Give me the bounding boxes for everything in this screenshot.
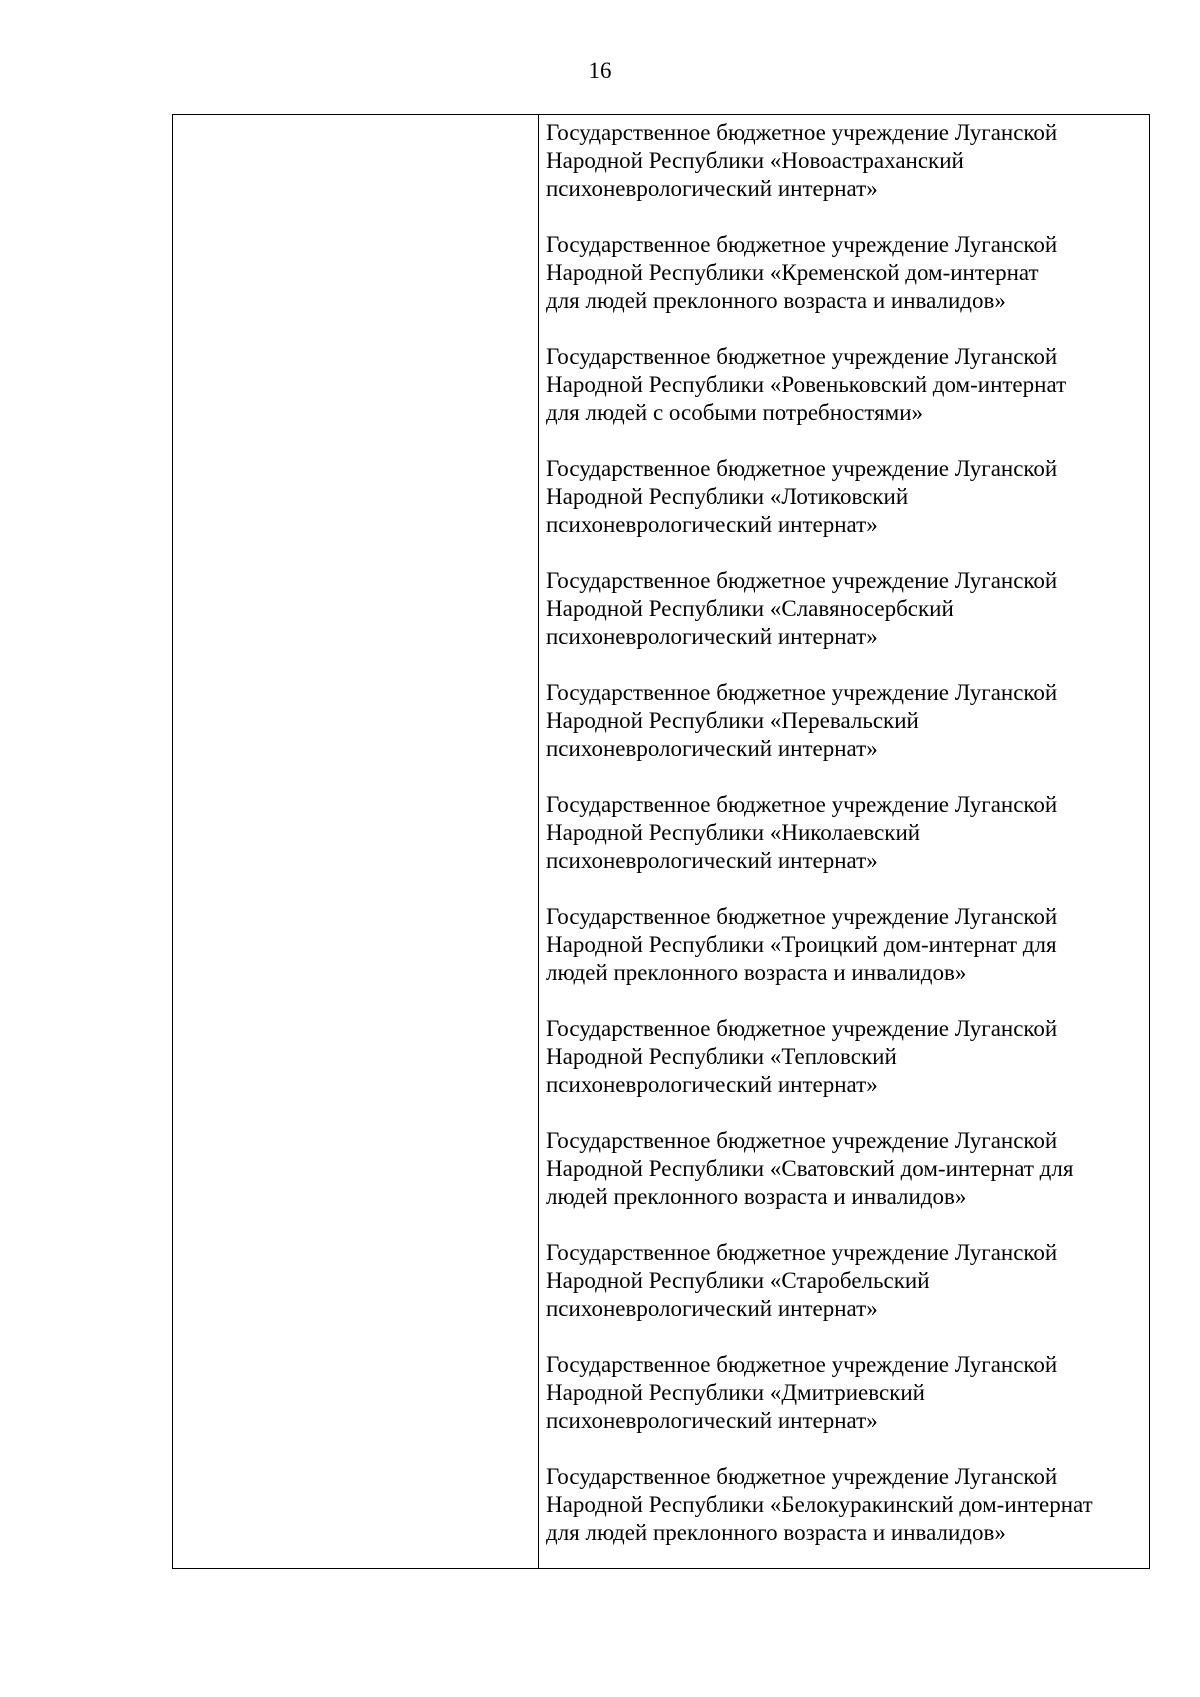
institution-entry: Государственное бюджетное учреждение Луганской Народной Республики «Троицкий дом-интернат для людей преклонного возраста и инвалидов»	[546, 904, 1058, 985]
institution-entry: Государственное бюджетное учреждение Луганской Народной Республики «Сватовский дом-интернат для людей преклонного возраста и инвалидов»	[546, 1128, 1074, 1209]
institution-entry: Государственное бюджетное учреждение Луганской Народной Республики «Лотиковский психоневрологический интернат»	[546, 456, 1058, 537]
institution-entry: Государственное бюджетное учреждение Луганской Народной Республики «Белокуракинский дом-интернат для людей преклонного возраста и инвалидов»	[546, 1464, 1093, 1545]
institution-entry: Государственное бюджетное учреждение Луганской Народной Республики «Николаевский психоневрологический интернат»	[546, 792, 1058, 873]
institution-entry: Государственное бюджетное учреждение Луганской Народной Республики «Ровеньковский дом-интернат для людей с особыми потребностями»	[546, 344, 1067, 425]
institution-entry: Государственное бюджетное учреждение Луганской Народной Республики «Перевальский психоневрологический интернат»	[546, 680, 1058, 761]
institution-entry: Государственное бюджетное учреждение Луганской Народной Республики «Дмитриевский психоневрологический интернат»	[546, 1352, 1058, 1433]
table-right-cell	[539, 115, 1149, 1568]
institution-entry: Государственное бюджетное учреждение Луганской Народной Республики «Тепловский психоневрологический интернат»	[546, 1016, 1058, 1097]
institutions-table	[172, 114, 1150, 1569]
institution-entry: Государственное бюджетное учреждение Луганской Народной Республики «Кременской дом-интернат для людей преклонного возраста и инвалидов»	[546, 232, 1058, 313]
institution-entry: Государственное бюджетное учреждение Луганской Народной Республики «Старобельский психоневрологический интернат»	[546, 1240, 1058, 1321]
institution-entry: Государственное бюджетное учреждение Луганской Народной Республики «Новоастраханский психоневрологический интернат»	[546, 120, 1058, 201]
table-left-cell	[173, 115, 539, 1568]
page-number: 16	[588, 58, 612, 83]
institution-entry: Государственное бюджетное учреждение Луганской Народной Республики «Славяносербский психоневрологический интернат»	[546, 568, 1058, 649]
